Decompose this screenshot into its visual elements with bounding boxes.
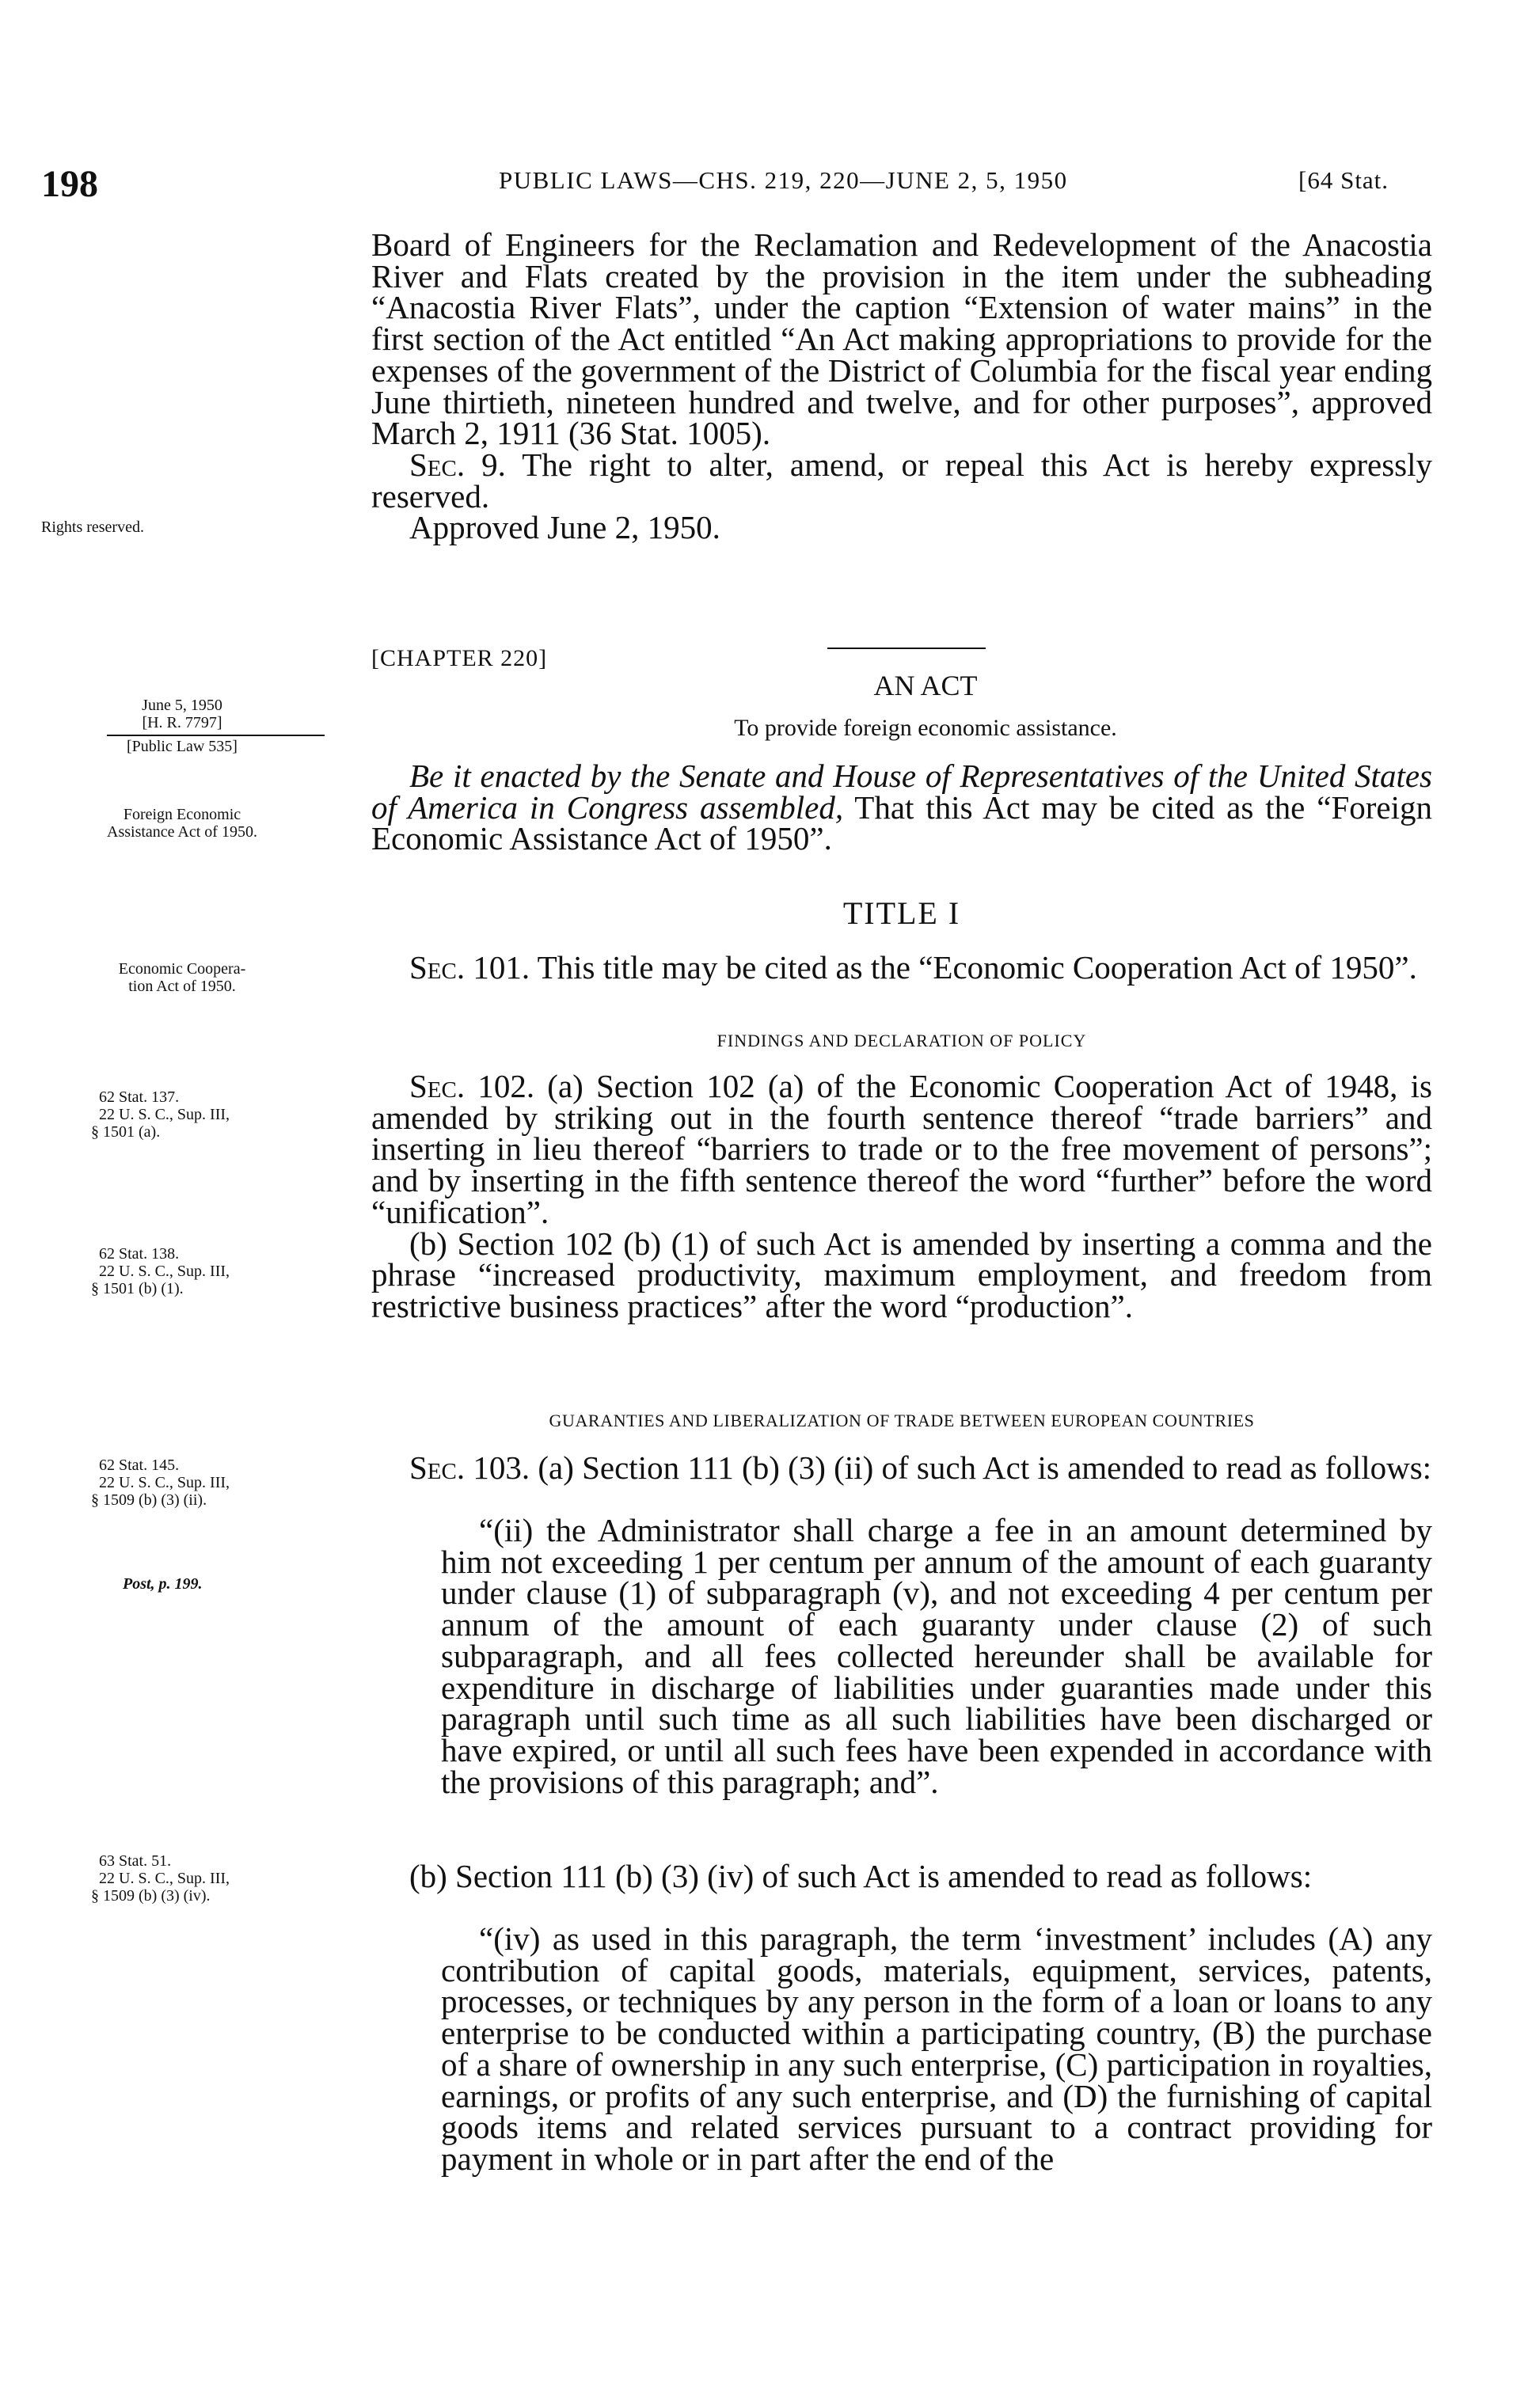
margin-note-eca-2: tion Act of 1950. bbox=[128, 978, 236, 995]
margin-cite-3b: 22 U. S. C., Sup. III, bbox=[99, 1474, 230, 1491]
margin-cite-2c: § 1501 (b) (1). bbox=[91, 1280, 184, 1297]
subheading-findings: FINDINGS AND DECLARATION OF POLICY bbox=[716, 1031, 1087, 1050]
quote-text: “(iv) as used in this paragraph, the term ‘investment’ includes (A) any contribution of capital goods, materials, equipment, services, patents, processes, or techniques by any person in the form of a loan or loans to any enterprise to be conducted within a participating country, (B) the purchase of a share of ownership in any such enterprise, (C) participation in royalties, earnings, or profits of any such enterprise, and (D) the furnishing of capital goods items and related services pursuant to a contract providing for payment in whole or in part after the end of the bbox=[441, 1920, 1432, 2177]
margin-cite-4a: 63 Stat. 51. bbox=[99, 1852, 172, 1870]
margin-cite-4b: 22 U. S. C., Sup. III, bbox=[99, 1870, 230, 1887]
enacting-italic: Be it enacted by the Senate and House of Representatives of the United States of America in Congress assembled, bbox=[371, 758, 1432, 826]
section-103-b bbox=[371, 1858, 1432, 1894]
chapter-219-text bbox=[371, 226, 1433, 546]
section-text: The right to alter, amend, or repeal this Act is hereby expressly reserved. bbox=[371, 446, 1433, 515]
section-label: Sec. 101. bbox=[409, 949, 530, 986]
section-102 bbox=[371, 1068, 1432, 1324]
quote-text: “(ii) the Administrator shall charge a fee in an amount determined by him not exceeding 1 per centum per annum of the amount of each guaranty under clause (1) of subparagraph (v), and not exceeding 4 per centum per annum of the amount of each guaranty under clause (2) of such subparagraph, and all fees collected hereunder shall be available for expenditure in discharge of liabilities under guaranties made under this paragraph until such time as all such liabilities have been discharged or have expired, or until all such fees have been expended in accordance with the provisions of this paragraph; and”. bbox=[441, 1512, 1432, 1800]
section-divider-rule bbox=[827, 648, 986, 649]
section-102-b: (b) Section 102 (b) (1) of such Act is amended by inserting a comma and the phrase “increased productivity, maximum employment, and freedom from restrictive business practices” after the word “production”. bbox=[371, 1225, 1432, 1324]
margin-cite-1a: 62 Stat. 137. bbox=[99, 1088, 180, 1106]
subheading-guaranties: GUARANTIES AND LIBERALIZATION OF TRADE BETWEEN EUROPEAN COUNTRIES bbox=[549, 1411, 1255, 1430]
section-text: (b) Section 111 (b) (3) (iv) of such Act is amended to read as follows: bbox=[409, 1858, 1313, 1894]
margin-cite-1b: 22 U. S. C., Sup. III, bbox=[99, 1106, 230, 1123]
margin-rule bbox=[107, 735, 325, 736]
volume-reference: [64 Stat. bbox=[1298, 166, 1389, 194]
margin-note-date: June 5, 1950 bbox=[142, 697, 222, 714]
page-number: 198 bbox=[41, 163, 98, 205]
title-heading: TITLE I bbox=[842, 895, 961, 931]
margin-cite-3c: § 1509 (b) (3) (ii). bbox=[91, 1491, 207, 1509]
margin-note-post: Post, p. 199. bbox=[123, 1575, 203, 1593]
margin-note-rights: Rights reserved. bbox=[41, 518, 144, 536]
margin-cite-2a: 62 Stat. 138. bbox=[99, 1245, 180, 1263]
margin-note-public-law: [Public Law 535] bbox=[127, 738, 238, 755]
margin-cite-1c: § 1501 (a). bbox=[91, 1123, 161, 1141]
quoted-clause-iv bbox=[441, 1920, 1432, 2177]
margin-cite-4c: § 1509 (b) (3) (iv). bbox=[91, 1887, 211, 1905]
chapter-label: [CHAPTER 220] bbox=[371, 645, 548, 671]
quoted-clause-ii bbox=[441, 1512, 1432, 1800]
section-103-a bbox=[371, 1449, 1432, 1486]
margin-cite-3a: 62 Stat. 145. bbox=[99, 1457, 180, 1474]
act-purpose: To provide foreign economic assistance. bbox=[734, 715, 1117, 741]
margin-note-bill: [H. R. 7797] bbox=[142, 714, 222, 731]
approval-line: Approved June 2, 1950. bbox=[409, 509, 720, 546]
paragraph: Board of Engineers for the Reclamation and Redevelopment of the Anacostia River and Flats created by the provision in the item under the subheading “Anacostia River Flats”, under the caption “Extension of water mains” in the first section of the Act entitled “An Act making appropriations to provide for the expenses of the government of the District of Columbia for the fiscal year ending June thirtieth, nineteen hundred and twelve, and for other purposes”, approved March 2, 1911 (36 Stat. 1005). bbox=[371, 226, 1432, 452]
section-9 bbox=[371, 446, 1433, 515]
running-title: PUBLIC LAWS—CHS. 219, 220—JUNE 2, 5, 1950 bbox=[499, 166, 1068, 194]
margin-cite-2b: 22 U. S. C., Sup. III, bbox=[99, 1263, 230, 1280]
section-label: Sec. 103. bbox=[409, 1449, 530, 1486]
section-text: This title may be cited as the “Economic Cooperation Act of 1950”. bbox=[530, 949, 1417, 986]
section-text: (a) Section 111 (b) (3) (ii) of such Act is amended to read as follows: bbox=[530, 1449, 1432, 1486]
margin-note-foreign-act-2: Assistance Act of 1950. bbox=[107, 823, 257, 841]
an-act-heading: AN ACT bbox=[873, 670, 978, 701]
margin-note-foreign-act-1: Foreign Economic bbox=[123, 806, 241, 823]
section-text: (a) Section 102 (a) of the Economic Cooperation Act of 1948, is amended by striking out in the fourth sentence thereof “trade barriers” and inserting in lieu thereof “barriers to trade or to the free movement of persons”; and by inserting in the fifth sentence thereof the word “further” before the word “unification”. bbox=[371, 1068, 1432, 1230]
section-label: Sec. 102. bbox=[409, 1068, 535, 1104]
margin-note-eca-1: Economic Coopera- bbox=[118, 960, 246, 978]
section-101 bbox=[371, 949, 1432, 986]
section-label: Sec. 9. bbox=[409, 446, 506, 483]
enacting-clause bbox=[371, 758, 1432, 857]
enacting-rest: That this Act may be cited as the “Foreign Economic Assistance Act of 1950”. bbox=[371, 788, 1432, 857]
